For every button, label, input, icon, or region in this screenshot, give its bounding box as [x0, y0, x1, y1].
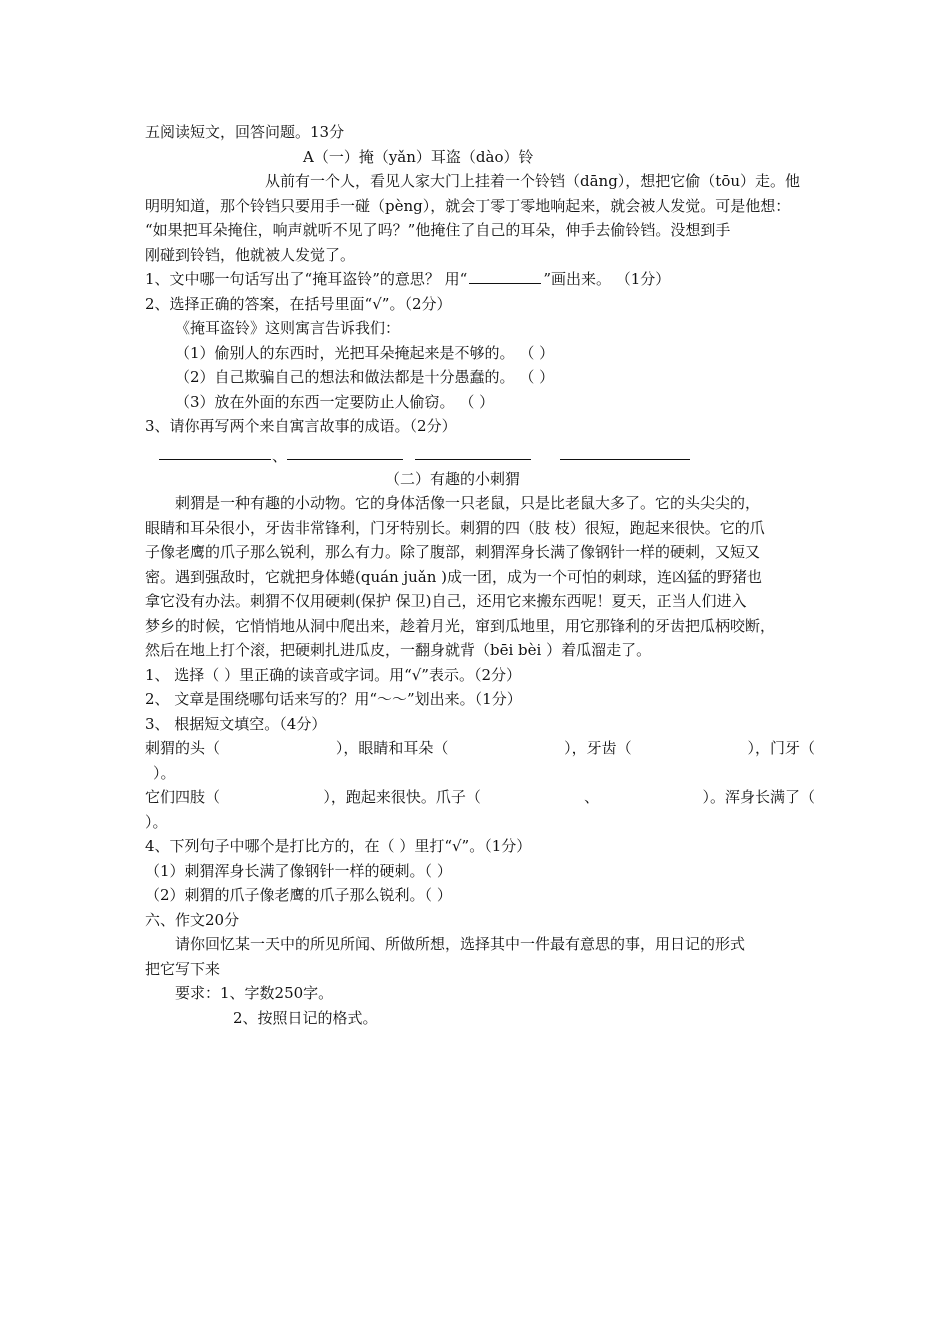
- question-2-option: （2）自己欺骗自己的想法和做法都是十分愚蠢的。 （ ）: [175, 368, 555, 386]
- answer-blank: [159, 459, 271, 460]
- passage1-line: 从前有一个人，看见人家大门上挂着一个铃铛（dāng），想把它偷（tōu）走。他: [265, 172, 801, 190]
- question-3: 3、请你再写两个来自寓言故事的成语。（2分）: [145, 417, 457, 435]
- passage1-line: 明明知道，那个铃铛只要用手一碰（pèng），就会丁零丁零地响起来，就会被人发觉。可是他想：: [145, 196, 791, 215]
- passage2-line: 刺猬是一种有趣的小动物。它的身体活像一只老鼠，只是比老鼠大多了。它的头尖尖的，: [175, 494, 761, 512]
- blank-separator: 、: [272, 446, 288, 465]
- passage2-line: 密。遇到强敌时，它就把身体蜷(quán juǎn )成一团，成为一个可怕的刺球，连凶猛的野猪也: [145, 567, 763, 586]
- passage2-line: 子像老鹰的爪子那么锐利，那么有力。除了腹部，刺猬浑身长满了像钢针一样的硬刺，又短又: [145, 543, 761, 561]
- fill-segment: 它们四肢（: [145, 788, 221, 806]
- essay-requirement: 2、按照日记的格式。: [233, 1008, 378, 1027]
- answer-blank: [287, 459, 403, 460]
- essay-requirement: 要求：1、字数250字。: [175, 984, 334, 1002]
- answer-blank: [415, 459, 531, 460]
- idiom-answer-blanks: [145, 439, 815, 467]
- question-4-option: （2）刺猬的爪子像老鹰的爪子那么锐利。（ ）: [145, 886, 452, 904]
- fill-segment: ）。浑身长满了（: [702, 788, 815, 806]
- passage2-title: （二）有趣的小刺猬: [385, 469, 521, 488]
- answer-blank: [560, 459, 690, 460]
- fill-line-1-cont: ）。: [153, 763, 176, 782]
- fill-segment: ），眼睛和耳朵（: [335, 739, 449, 757]
- passage2-line: 梦乡的时候，它悄悄地从洞中爬出来，趁着月光，窜到瓜地里，用它那锋利的牙齿把瓜柄咬断，: [145, 616, 776, 635]
- passage2-line: 眼睛和耳朵很小，牙齿非常锋利，门牙特别长。刺猬的四（肢 枝）很短，跑起来很快。它的爪: [145, 518, 765, 537]
- fill-line-2-cont: ）。: [145, 812, 168, 831]
- question-2: 2、选择正确的答案，在括号里面“√”。（2分）: [145, 294, 452, 313]
- passage2-question-1: 1、 选择（ ）里正确的读音或字词。用“√”表示。（2分）: [145, 665, 522, 684]
- passage2-line: 然后在地上打个滚，把硬刺扎进瓜皮，一翻身就背（bēi bèi ）着瓜溜走了。: [145, 641, 652, 659]
- fill-line-1: [145, 736, 815, 761]
- passage2-question-2: 2、 文章是围绕哪句话来写的？用“～～”划出来。（1分）: [145, 690, 522, 708]
- question-1-text: 1、文中哪一句话写出了“掩耳盗铃”的意思？ 用“: [145, 270, 468, 288]
- section6-heading: 六、作文20分: [145, 910, 240, 929]
- fill-segment: ），门牙（: [747, 739, 815, 757]
- passage1-line: 刚碰到铃铛，他就被人发觉了。: [145, 245, 356, 264]
- question-2-option: （3）放在外面的东西一定要防止人偷窃。 （ ）: [175, 392, 495, 411]
- question-2-option: （1）偷别人的东西时，光把耳朵掩起来是不够的。 （ ）: [175, 343, 555, 362]
- passage1-title: A（一）掩（yǎn）耳盗（dào）铃: [303, 147, 534, 166]
- section5-heading: 五阅读短文，回答问题。13分: [145, 123, 345, 141]
- question-1-tail: ”画出来。 （1分）: [543, 270, 671, 288]
- question-2-intro: 《掩耳盗铃》这则寓言告诉我们：: [175, 319, 401, 337]
- worksheet-page: [145, 120, 815, 1030]
- passage1-line: “如果把耳朵掩住，响声就听不见了吗？”他掩住了自己的耳朵，伸手去偷铃铛。没想到手: [145, 221, 731, 239]
- essay-prompt-line: 把它写下来: [145, 959, 221, 978]
- essay-prompt-line: 请你回忆某一天中的所见所闻、所做所想，选择其中一件最有意思的事，用日记的形式: [175, 935, 746, 953]
- fill-segment: 刺猬的头（: [145, 739, 221, 757]
- fill-segment: 、: [584, 788, 600, 806]
- underline-blank: [469, 269, 541, 284]
- passage2-question-3: 3、 根据短文填空。（4分）: [145, 714, 327, 733]
- question-4-option: （1）刺猬浑身长满了像钢针一样的硬刺。（ ）: [145, 861, 452, 880]
- fill-segment: ），牙齿（: [564, 739, 632, 757]
- passage2-question-4: 4、下列句子中哪个是打比方的，在（ ）里打“√”。（1分）: [145, 837, 532, 855]
- passage2-line: 拿它没有办法。刺猬不仅用硬刺(保护 保卫)自己，还用它来搬东西呢！夏天，正当人们进入: [145, 592, 747, 610]
- question-1: [145, 267, 815, 292]
- fill-segment: ），跑起来很快。爪子（: [323, 788, 481, 806]
- fill-line-2: [145, 785, 815, 810]
